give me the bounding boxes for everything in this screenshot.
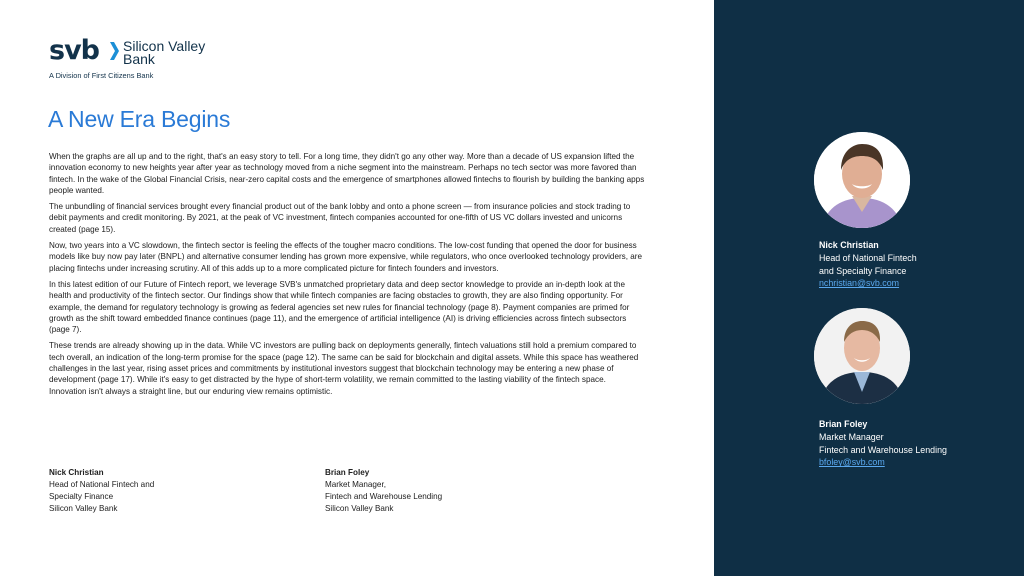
email-link-nick-christian[interactable]: nchristian@svb.com [819, 278, 900, 289]
contact-title-line: Head of National Fintech [819, 252, 917, 263]
logo-bank-name [123, 40, 205, 66]
signature-title-line: Specialty Finance [49, 492, 114, 501]
nick-christian-photo [814, 132, 910, 228]
contact-name: Nick Christian [819, 240, 879, 250]
paragraph: Now, two years into a VC slowdown, the fintech sector is feeling the effects of the tougher macro conditions. The low-cost funding that opened the door for business models like buy now pay later (BNPL) and alternative consumer lending has grown more expensive, while regulators, who once overlooked technology providers, are placing fintechs under increasing scrutiny. All of this adds up to a more complicated picture for fintech founders and investors. [49, 241, 642, 273]
paragraph: When the graphs are all up and to the right, that's an easy story to tell. For a long time, they didn't go any other way. More than a decade of US expansion lifted the innovation economy to new heights year after year as technology moved from a niche segment into the mainstream. Perhaps no tech sector was more favored than fintech. In the wake of the Global Financial Crisis, near-zero capital costs and the emergence of smartphones allowed fintechs to flourish by building the banking apps people wanted. [49, 152, 645, 195]
brian-foley-photo [814, 308, 910, 404]
contact-title-line: Market Manager [819, 431, 884, 442]
contact-nick-christian [819, 239, 917, 290]
email-link-brian-foley[interactable]: bfoley@svb.com [819, 457, 885, 468]
logo-division: A Division of First Citizens Bank [49, 71, 154, 80]
logo-name-line2: Bank [123, 51, 155, 67]
signature-title-line: Head of National Fintech and [49, 480, 155, 489]
contact-title-line: and Specialty Finance [819, 265, 907, 276]
paragraph: The unbundling of financial services brought every financial product out of the bank lobby and onto a phone screen — from insurance policies and stock trading to debit payments and credit monitoring. By 2021, at the peak of VC investment, fintech companies accounted for one-fifth of US VC dollars invested and unicorns created (page 15). [49, 202, 631, 234]
letter-body [49, 151, 645, 402]
contact-title-line: Fintech and Warehouse Lending [819, 444, 947, 455]
portrait-image [814, 132, 910, 228]
logo-mark: svb [49, 35, 99, 66]
portrait-image [814, 308, 910, 404]
paragraph: These trends are already showing up in the data. While VC investors are pulling back on deployments generally, fintech valuations still hold a premium compared to tech overall, an indication of the long-term promise for the space (page 12). The same can be said for blockchain and digital assets. While this space has weathered challenges in the last year, rising asset prices and commitments by institutional investors suggest that blockchain technology may be entering a new phase of development (page 17). While it's easy to get distracted by the hype of short-term volatility, we remain committed to the lasting viability of the fintech space. Innovation isn't always a straight line, but our enduring view remains optimistic. [49, 341, 639, 396]
logo-name-line1: Silicon Valley [123, 38, 206, 54]
paragraph: In this latest edition of our Future of Fintech report, we leverage SVB's unmatched proprietary data and deep sector knowledge to provide an in-depth look at the health and productivity of the fintech sector. Our findings show that while fintech companies are facing obstacles to growth, they are also finding opportunity. For example, the demand for regulatory technology is growing as federal agencies set new rules for financial technology (page 8). Payment companies are primed for growth as the shift toward embedded finance continues (page 11), and the emergence of artificial intelligence (AI) is driving efficiencies across fintech subsectors (page 7). [49, 279, 630, 335]
svb-logo [49, 36, 249, 84]
signature-brian-foley [325, 467, 505, 515]
signature-nick-christian [49, 467, 209, 515]
contact-name: Brian Foley [819, 419, 868, 429]
page-title: A New Era Begins [48, 106, 231, 132]
contact-brian-foley [819, 418, 947, 469]
chevron-right-icon [108, 40, 120, 62]
signature-title-line: Market Manager, [325, 480, 386, 489]
signature-title-line: Fintech and Warehouse Lending [325, 492, 443, 501]
signature-name: Brian Foley [325, 468, 370, 477]
signature-company: Silicon Valley Bank [49, 504, 118, 513]
signature-name: Nick Christian [49, 468, 104, 477]
signature-company: Silicon Valley Bank [325, 504, 394, 513]
